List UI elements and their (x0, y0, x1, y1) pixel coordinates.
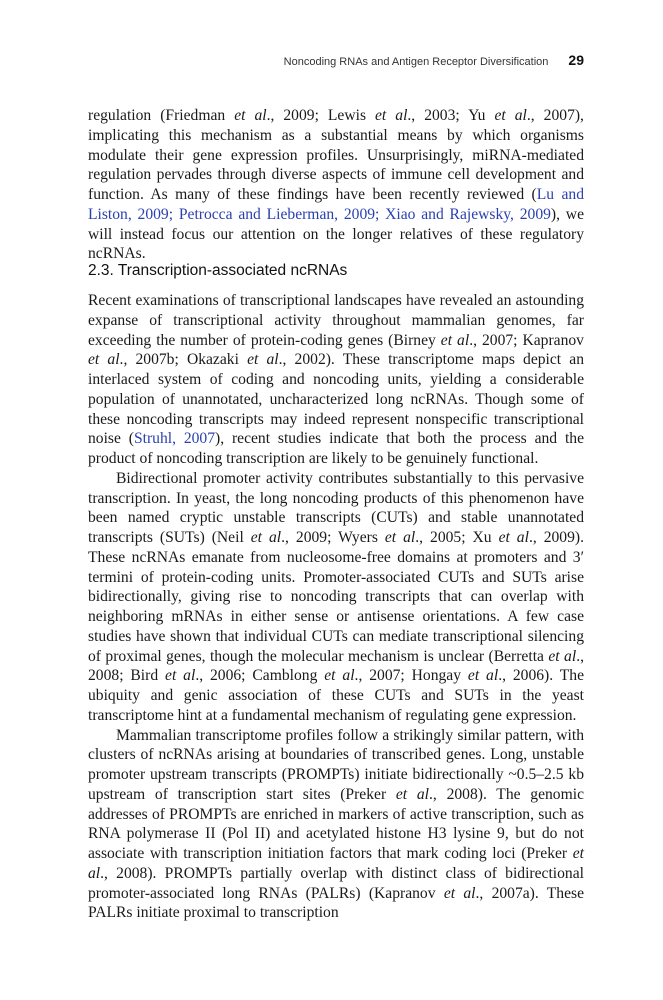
body-text-top (88, 106, 584, 264)
running-title: Noncoding RNAs and Antigen Receptor Diversification (283, 56, 549, 68)
paragraph-4: Mammalian transcriptome profiles follow a strikingly similar pattern, with clusters of ncRNAs arising at boundaries of transcribed genes. Long, unstable promoter upstream transcripts (PROMPTs) initiate bidirectionally ~0.5–2.5 kb upstream of transcription start sites (Preker et al., 2008). The genomic addresses of PROMPTs are enriched in markers of active transcription, such as RNA polymerase II (Pol II) and acetylated histone H3 lysine 9, but do not associate with transcription initiation factors that mark coding loci (Preker et al., 2008). PROMPTs partially overlap with distinct class of bidirectional promoter-associated long RNAs (PALRs) (Kapranov et al., 2007a). These PALRs initiate proximal to transcription (88, 726, 584, 922)
running-head (88, 52, 584, 68)
body-text-section (88, 291, 584, 923)
citation-link[interactable]: Struhl, 2007 (133, 430, 216, 448)
paragraph-3: Bidirectional promoter activity contributes substantially to this pervasive transcription. In yeast, the long noncoding products of this phenomenon have been named cryptic unstable transcripts (CUTs) and stable unannotated transcripts (SUTs) (Neil et al., 2009; Wyers et al., 2005; Xu et al., 2009). These ncRNAs emanate from nucleosome-free domains at promoters and 3′ termini of protein-coding units. Promoter-associated CUTs and SUTs arise bidirectionally, giving rise to noncoding transcripts that can overlap with neighboring mRNAs in either sense or antisense orientations. A few case studies have shown that individual CUTs can mediate transcriptional silencing of proximal genes, though the molecular mechanism is unclear (Berretta et al., 2008; Bird et al., 2006; Camblong et al., 2007; Hongay et al., 2006). The ubiquity and genic association of these CUTs and SUTs in the yeast transcriptome hint at a fundamental mechanism of regulating gene expression. (88, 469, 584, 724)
paragraph-1: regulation (Friedman et al., 2009; Lewis et al., 2003; Yu et al., 2007), implicating this mechanism as a substantial means by which organisms modulate their gene expression profiles. Unsurprisingly, miRNA-mediated regulation pervades through diverse aspects of immune cell development and function. As many of these findings have been recently reviewed (Lu and Liston, 2009; Petrocca and Lieberman, 2009; Xiao and Rajewsky, 2009), we will instead focus our attention on the longer relatives of these regulatory ncRNAs. (88, 107, 584, 263)
citation-link[interactable]: Lu and Liston, 2009; Petrocca and Lieberman, 2009; Xiao and Rajewsky, 2009 (88, 186, 584, 223)
section-heading: 2.3. Transcription-associated ncRNAs (88, 262, 348, 279)
page-number: 29 (568, 52, 584, 68)
paragraph-2: Recent examinations of transcriptional landscapes have revealed an astounding expanse of transcriptional activity throughout mammalian genomes, far exceeding the number of protein-coding genes (Birney et al., 2007; Kapranov et al., 2007b; Okazaki et al., 2002). These transcriptome maps depict an interlaced system of coding and noncoding units, yielding a considerable population of unannotated, uncharacterized long ncRNAs. Though some of these noncoding transcripts may indeed represent nonspecific transcriptional noise (Struhl, 2007), recent studies indicate that both the process and the product of noncoding transcription are likely to be genuinely functional. (88, 292, 584, 467)
